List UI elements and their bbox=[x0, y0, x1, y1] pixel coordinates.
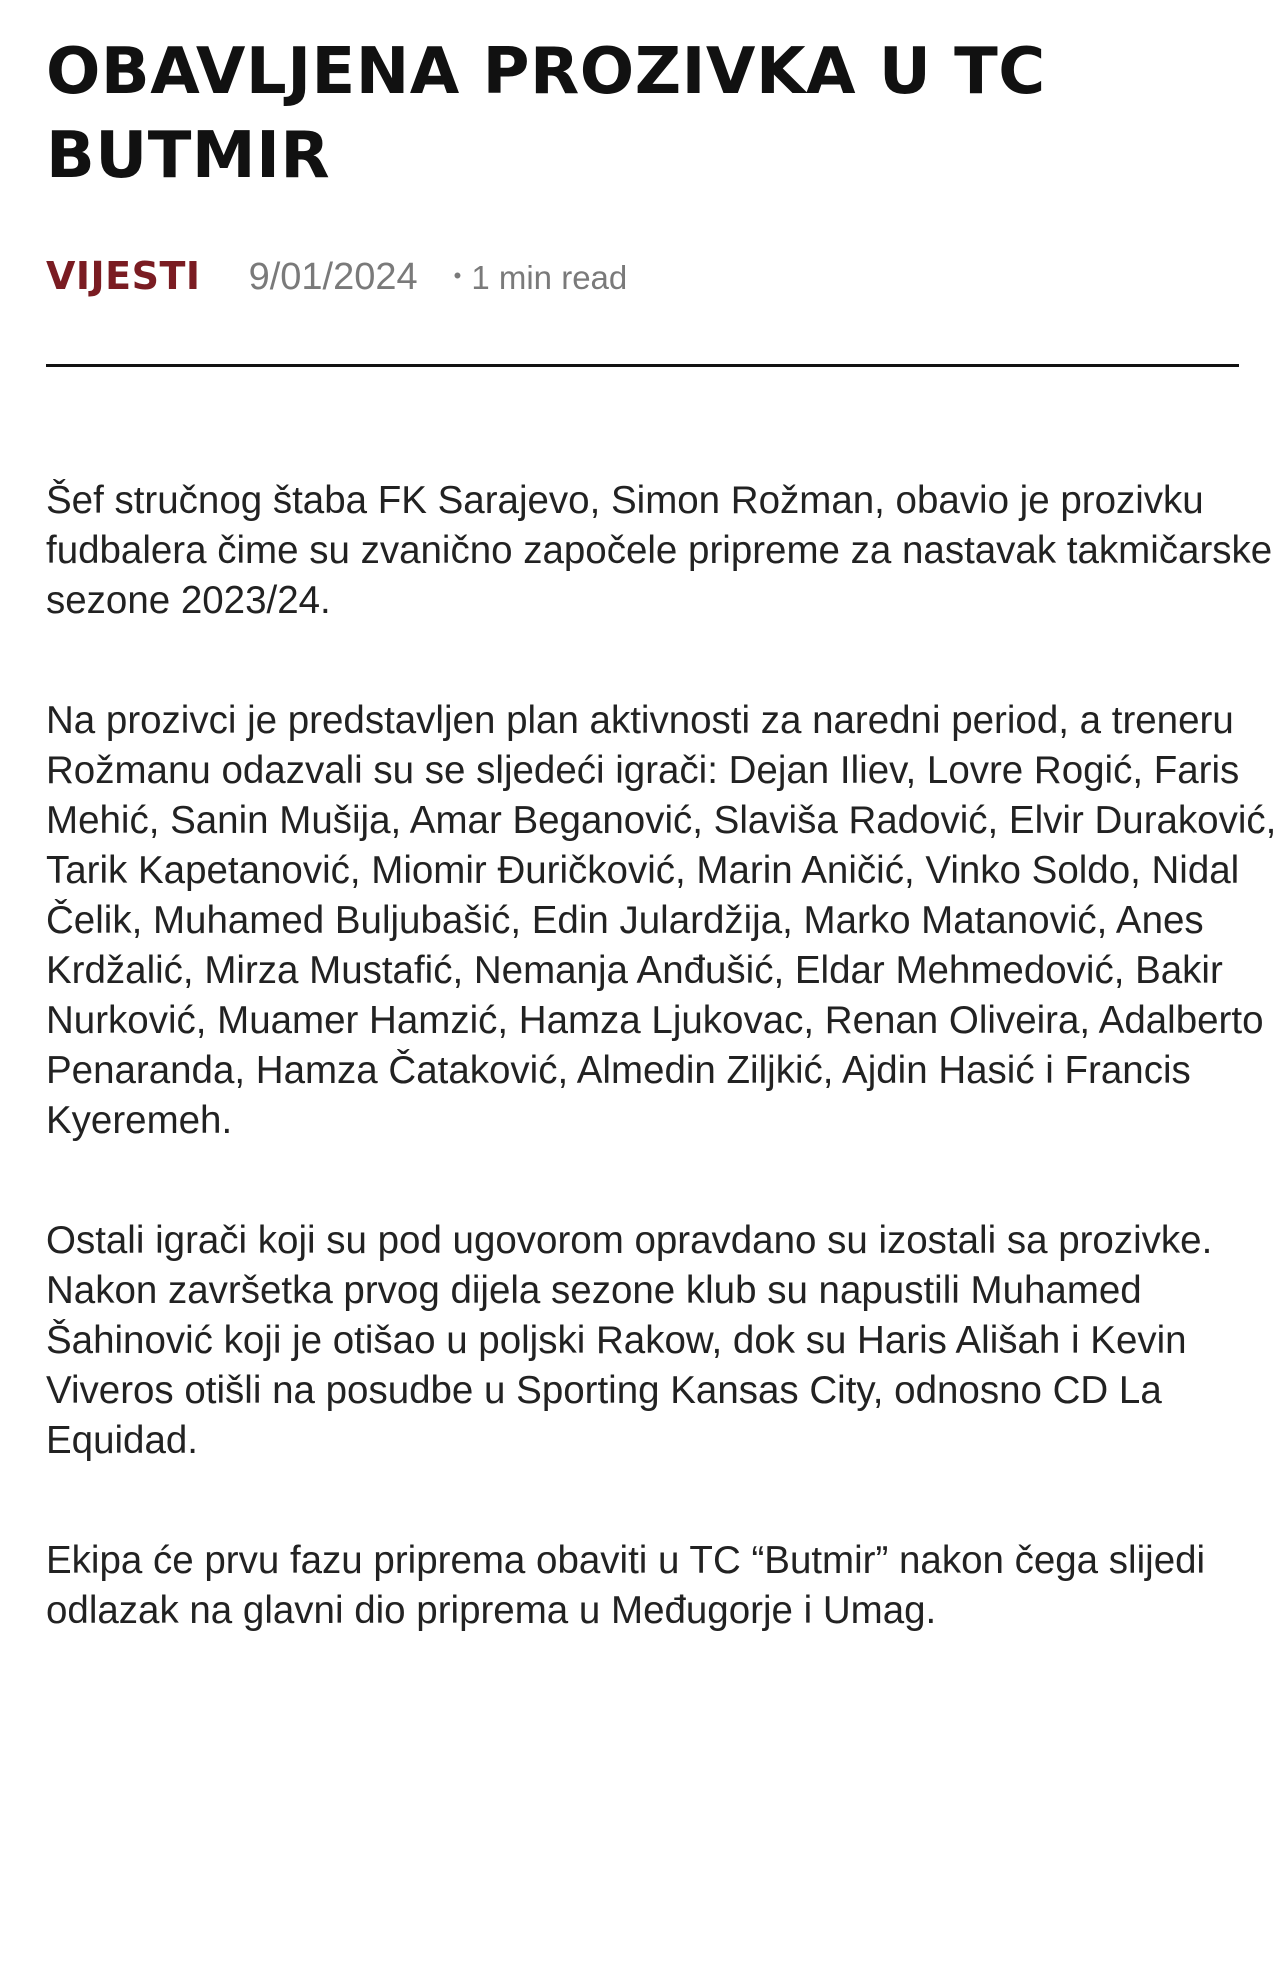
article-body bbox=[46, 476, 1284, 1706]
paragraph-plan: Ekipa će prvu fazu priprema obaviti u TC “Butmir” nakon čega slijedi odlazak na glavni dio priprema u Međugorje i Umag. bbox=[46, 1539, 1206, 1632]
meta-separator: • bbox=[453, 263, 462, 288]
category-link[interactable]: VIJESTI bbox=[46, 254, 201, 298]
article-title: OBAVLJENA PROZIVKA U TC BUTMIR bbox=[46, 35, 1046, 193]
paragraph-absences: Ostali igrači koji su pod ugovorom opravdano su izostali sa prozivke. Nakon završetka prvog dijela sezone klub su napustili Muhamed Šahinović koji je otišao u poljski Rakow, dok su Haris Ališah i Kevin Viveros otišli na posudbe u Sporting Kansas City, odnosno CD La Equidad. bbox=[46, 1219, 1213, 1462]
publish-date: 9/01/2024 bbox=[248, 256, 418, 298]
divider bbox=[46, 364, 1239, 367]
paragraph-roster: Na prozivci je predstavljen plan aktivnosti za naredni period, a treneru Rožmanu odazvali su se sljedeći igrači: Dejan Iliev, Lovre Rogić, Faris Mehić, Sanin Mušija, Amar Beganović, Slaviša Radović, Elvir Duraković, Tarik Kapetanović, Miomir Đuričković, Marin Aničić, Vinko Soldo, Nidal Čelik, Muhamed Buljubašić, Edin Julardžija, Marko Matanović, Anes Krdžalić, Mirza Mustafić, Nemanja Anđušić, Eldar Mehmedović, Bakir Nurković, Muamer Hamzić, Hamza Ljukovac, Renan Oliveira, Adalberto Penaranda, Hamza Čataković, Almedin Ziljkić, Ajdin Hasić i Francis Kyeremeh. bbox=[46, 699, 1277, 1142]
paragraph-intro: Šef stručnog štaba FK Sarajevo, Simon Rožman, obavio je prozivku fudbalera čime su zvanično započele pripreme za nastavak takmičarske sezone 2023/24. bbox=[46, 479, 1273, 622]
article bbox=[46, 30, 1277, 1632]
read-time: 1 min read bbox=[471, 259, 628, 296]
article-meta bbox=[46, 254, 627, 299]
